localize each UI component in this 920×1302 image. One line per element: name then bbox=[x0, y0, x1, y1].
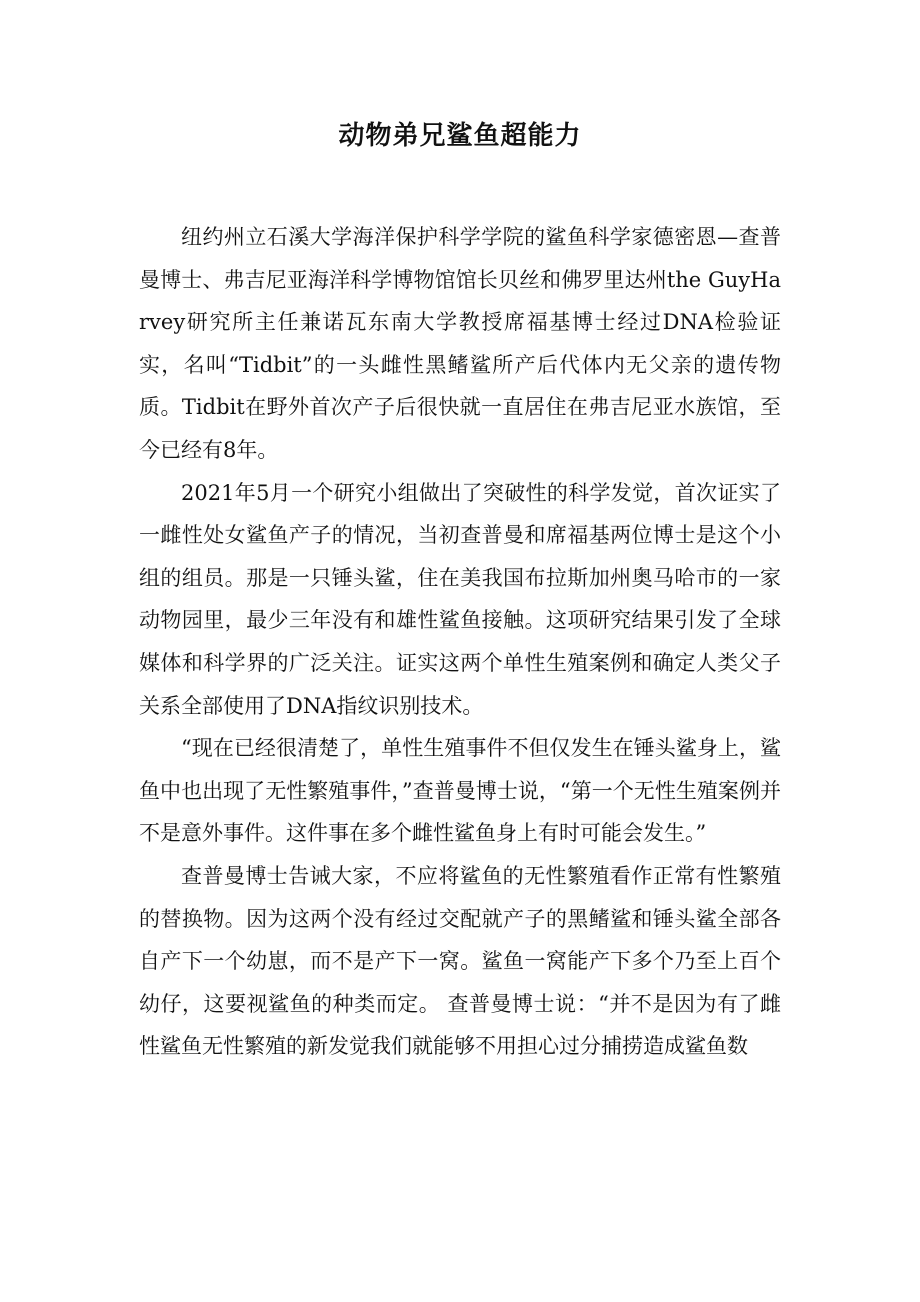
paragraph-4: 查普曼博士告诫大家，不应将鲨鱼的无性繁殖看作正常有性繁殖的替换物。因为这两个没有经过交配就产子的黑鳍鲨和锤头鲨全部各自产下一个幼崽，而不是产下一窝。鲨鱼一窝能产下多个乃至上百个幼仔，这要视鲨鱼的种类而定。 查普曼博士说：“并不是因为有了雌性鲨鱼无性繁殖的新发觉我们就能够不用担心过分捕捞造成鲨鱼数 bbox=[139, 863, 781, 1059]
paragraph-1: 纽约州立石溪大学海洋保护科学学院的鲨鱼科学家德密恩—查普曼博士、弗吉尼亚海洋科学博物馆馆长贝丝和佛罗里达州the GuyHarvey研究所主任兼诺瓦东南大学教授席福基博士经过DNA检验证实，名叫“Tidbit”的一头雌性黑鳍鲨所产后代体内无父亲的遗传物质。Tidbit在野外首次产子后很快就一直居住在弗吉尼亚水族馆，至今已经有8年。 bbox=[139, 225, 781, 462]
paragraph-2: 2021年5月一个研究小组做出了突破性的科学发觉，首次证实了一雌性处女鲨鱼产子的情况，当初查普曼和席福基两位博士是这个小组的组员。那是一只锤头鲨，住在美我国布拉斯加州奥马哈市的一家动物园里，最少三年没有和雄性鲨鱼接触。这项研究结果引发了全球媒体和科学界的广泛关注。证实这两个单性生殖案例和确定人类父子关系全部使用了DNA指纹识别技术。 bbox=[139, 480, 781, 718]
document-body bbox=[139, 216, 781, 1068]
document-title: 动物弟兄鲨鱼超能力 bbox=[338, 121, 582, 151]
paragraph-3: “现在已经很清楚了，单性生殖事件不但仅发生在锤头鲨身上，鲨鱼中也出现了无性繁殖事件，”查普曼博士说，“第一个无性生殖案例并不是意外事件。这件事在多个雌性鲨鱼身上有时可能会发生。” bbox=[139, 736, 781, 846]
